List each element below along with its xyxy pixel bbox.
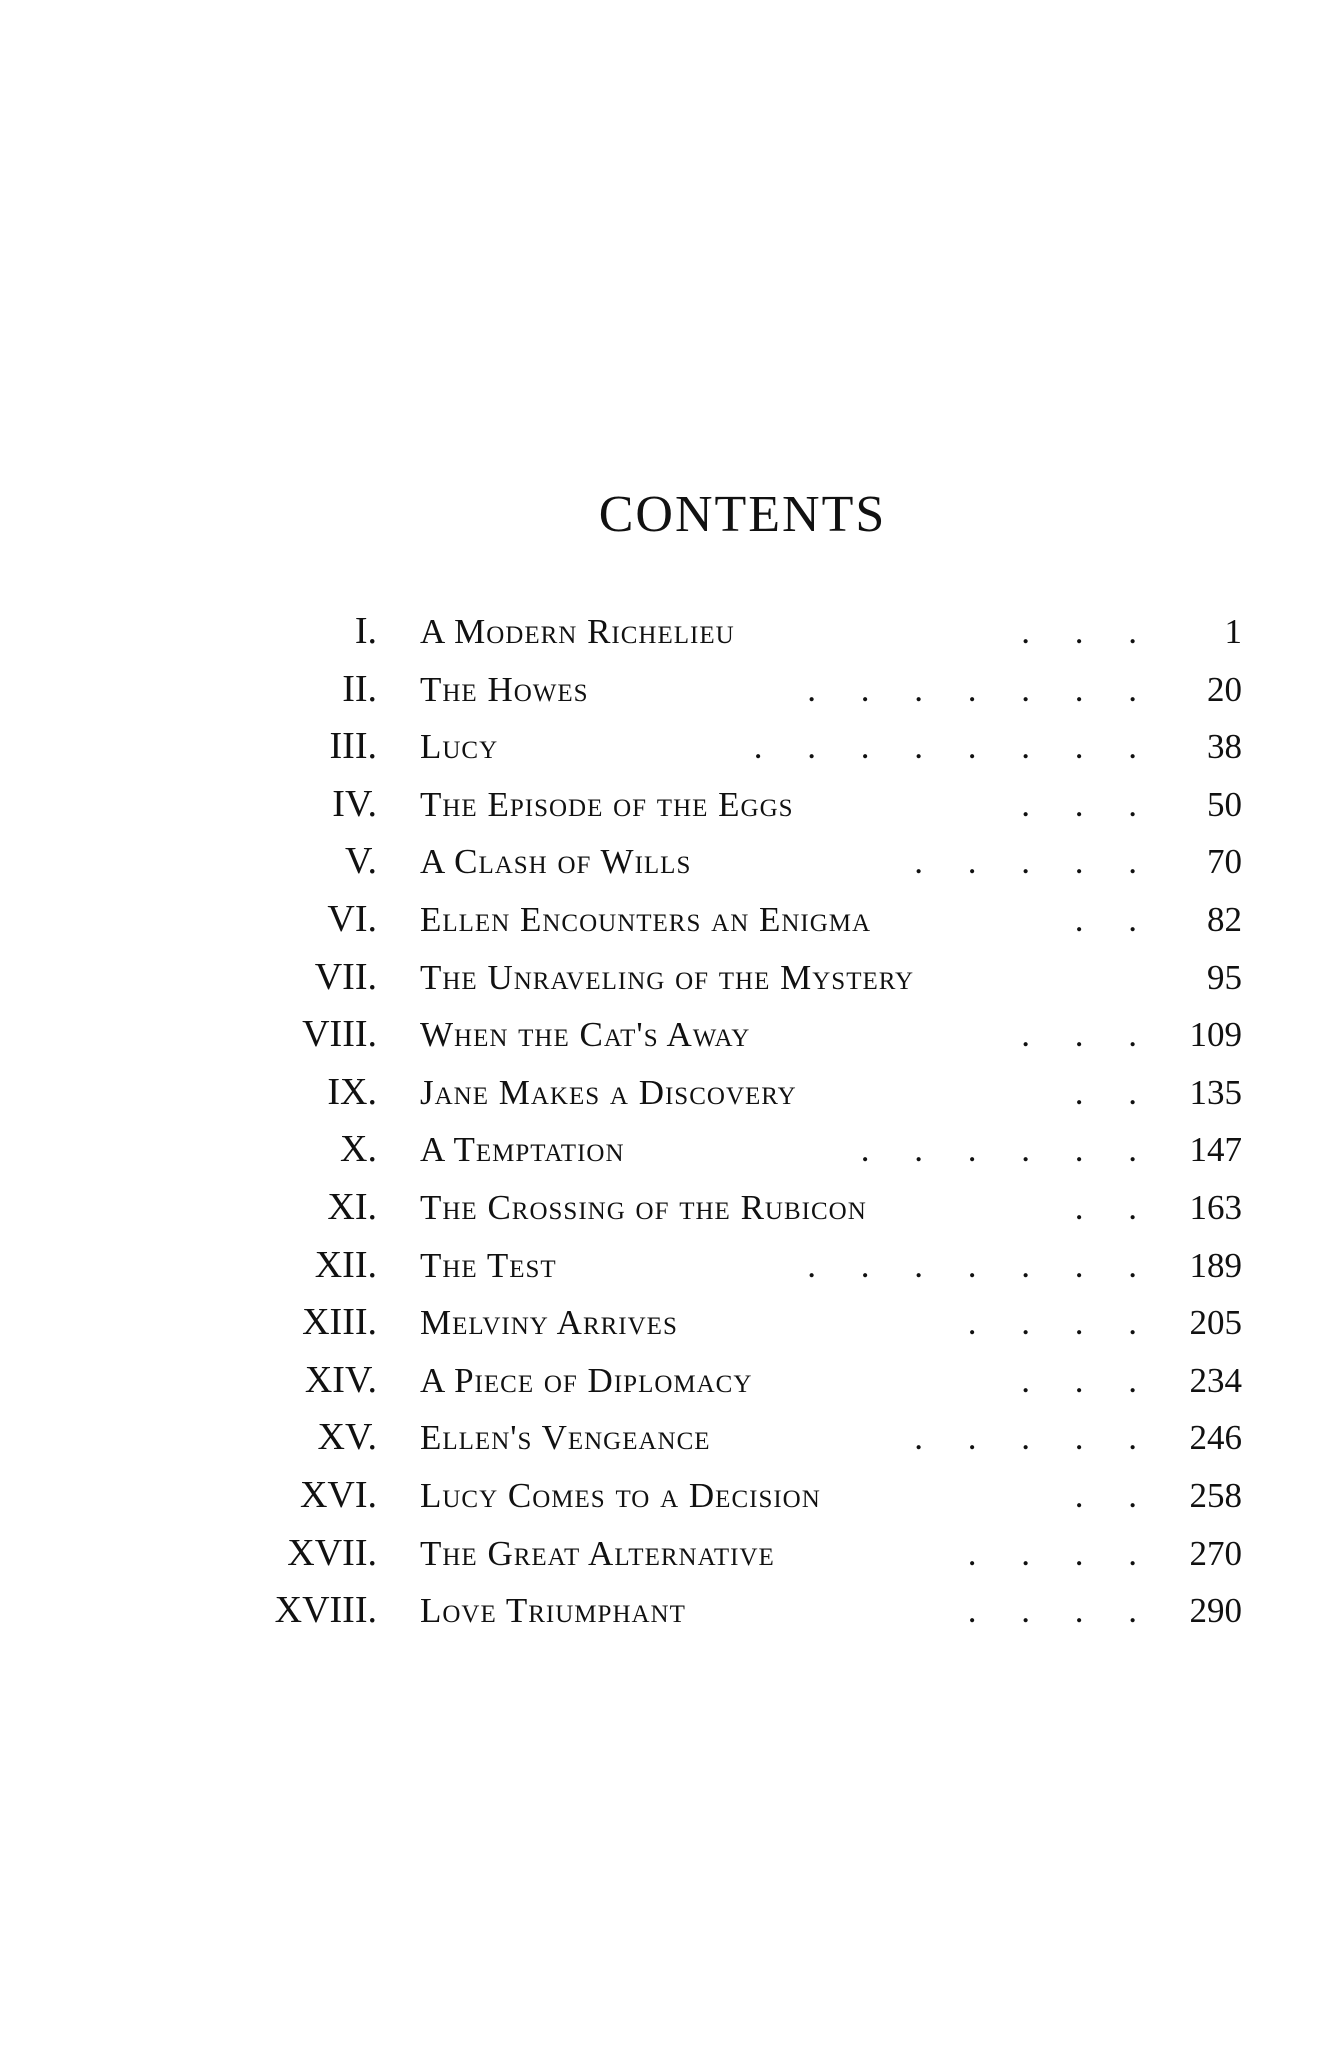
page-number: 82 [1207,899,1242,939]
chapter-number: XI. [327,1185,377,1228]
page-number: 163 [1189,1187,1242,1227]
page-number: 95 [1207,957,1242,997]
chapter-number: XVII. [287,1531,377,1574]
chapter-number: XVI. [299,1473,377,1516]
page-number: 189 [1189,1245,1242,1285]
page-number: 205 [1189,1303,1242,1343]
toc-entry [0,1064,1325,1122]
toc-entry [0,1237,1325,1295]
dot-leader: . . . . . . . . [753,727,1155,767]
chapter-number: III. [329,725,377,768]
toc-entry [0,1467,1325,1525]
chapter-number: I. [354,610,377,652]
chapter-title: Ellen's Vengeance [420,1418,711,1458]
chapter-title: Love Triumphant [420,1591,686,1631]
page-title: CONTENTS [598,486,887,543]
chapter-number: IV. [332,782,377,825]
chapter-number: IX. [327,1070,377,1113]
dot-leader: . . . . . . . [807,1245,1155,1285]
toc-entry [0,661,1325,719]
dot-leader: . . . . [967,1533,1155,1573]
chapter-title: The Episode of the Eggs [420,784,794,824]
page-number: 147 [1189,1130,1242,1170]
toc-entry [0,776,1325,834]
chapter-number: XII. [314,1243,377,1286]
dot-leader: . . . [1021,1015,1155,1055]
chapter-number: VII. [314,955,377,998]
dot-leader: . . . [1021,1360,1155,1400]
dot-leader: . . . [1021,612,1155,651]
chapter-title: Lucy [420,727,499,767]
chapter-number: XIV. [304,1358,377,1401]
toc-entry [0,1352,1325,1410]
toc-entry [0,1525,1325,1583]
toc-entry [0,1006,1325,1064]
dot-leader: . . . . [967,1591,1155,1631]
page-number: 258 [1189,1475,1242,1515]
toc-entry [0,1121,1325,1179]
page-number: 109 [1189,1015,1242,1055]
page-number: 38 [1207,727,1242,767]
toc-entry [0,718,1325,776]
toc-entry [0,1409,1325,1467]
chapter-title: A Clash of Wills [420,842,692,882]
chapter-title: Ellen Encounters an Enigma [420,899,872,939]
dot-leader: . . . . . . . [807,669,1155,709]
chapter-number: X. [340,1128,377,1171]
page-number: 1 [1224,612,1242,651]
chapter-number: VI. [327,897,377,940]
chapter-title: A Piece of Diplomacy [420,1360,753,1400]
page-number: 50 [1207,784,1242,824]
chapter-title: The Howes [420,669,589,709]
dot-leader: . . . . . [914,1418,1155,1458]
toc-entry [0,833,1325,891]
page-number: 234 [1189,1360,1242,1400]
page-number: 270 [1189,1533,1242,1573]
chapter-number: VIII. [302,1013,377,1056]
toc-entry [0,603,1325,661]
page-number: 246 [1189,1418,1242,1458]
dot-leader: . . . . . [914,842,1155,882]
chapter-title: Melviny Arrives [420,1303,678,1343]
dot-leader: . . [1074,899,1155,939]
chapter-title: Lucy Comes to a Decision [420,1475,821,1515]
chapter-title: When the Cat's Away [420,1015,751,1055]
dot-leader: . . [1074,1475,1155,1515]
chapter-title: A Modern Richelieu [420,612,735,651]
chapter-title: A Temptation [420,1130,625,1170]
dot-leader: . . [1074,1072,1155,1112]
toc-entry [0,891,1325,949]
chapter-title: The Test [420,1245,557,1285]
page-number: 20 [1207,669,1242,709]
toc-entry [0,1294,1325,1352]
toc-entry [0,949,1325,1007]
page-number: 135 [1189,1072,1242,1112]
chapter-number: XVIII. [274,1589,377,1632]
chapter-title: The Unraveling of the Mystery [420,957,915,997]
chapter-number: XV. [317,1416,377,1459]
page-number: 70 [1207,842,1242,882]
dot-leader: . . . . [967,1303,1155,1343]
toc-entry [0,1582,1325,1640]
chapter-number: II. [342,667,377,710]
chapter-number: V. [344,840,377,883]
chapter-title: Jane Makes a Discovery [420,1072,797,1112]
chapter-number: XIII. [302,1301,377,1344]
chapter-title: The Great Alternative [420,1533,775,1573]
toc-entry [0,1179,1325,1237]
dot-leader: . . . . . . [860,1130,1155,1170]
dot-leader: . . . [1021,784,1155,824]
table-of-contents [0,603,1325,1640]
chapter-title: The Crossing of the Rubicon [420,1187,867,1227]
dot-leader: . . [1074,1187,1155,1227]
page-number: 290 [1189,1591,1242,1631]
